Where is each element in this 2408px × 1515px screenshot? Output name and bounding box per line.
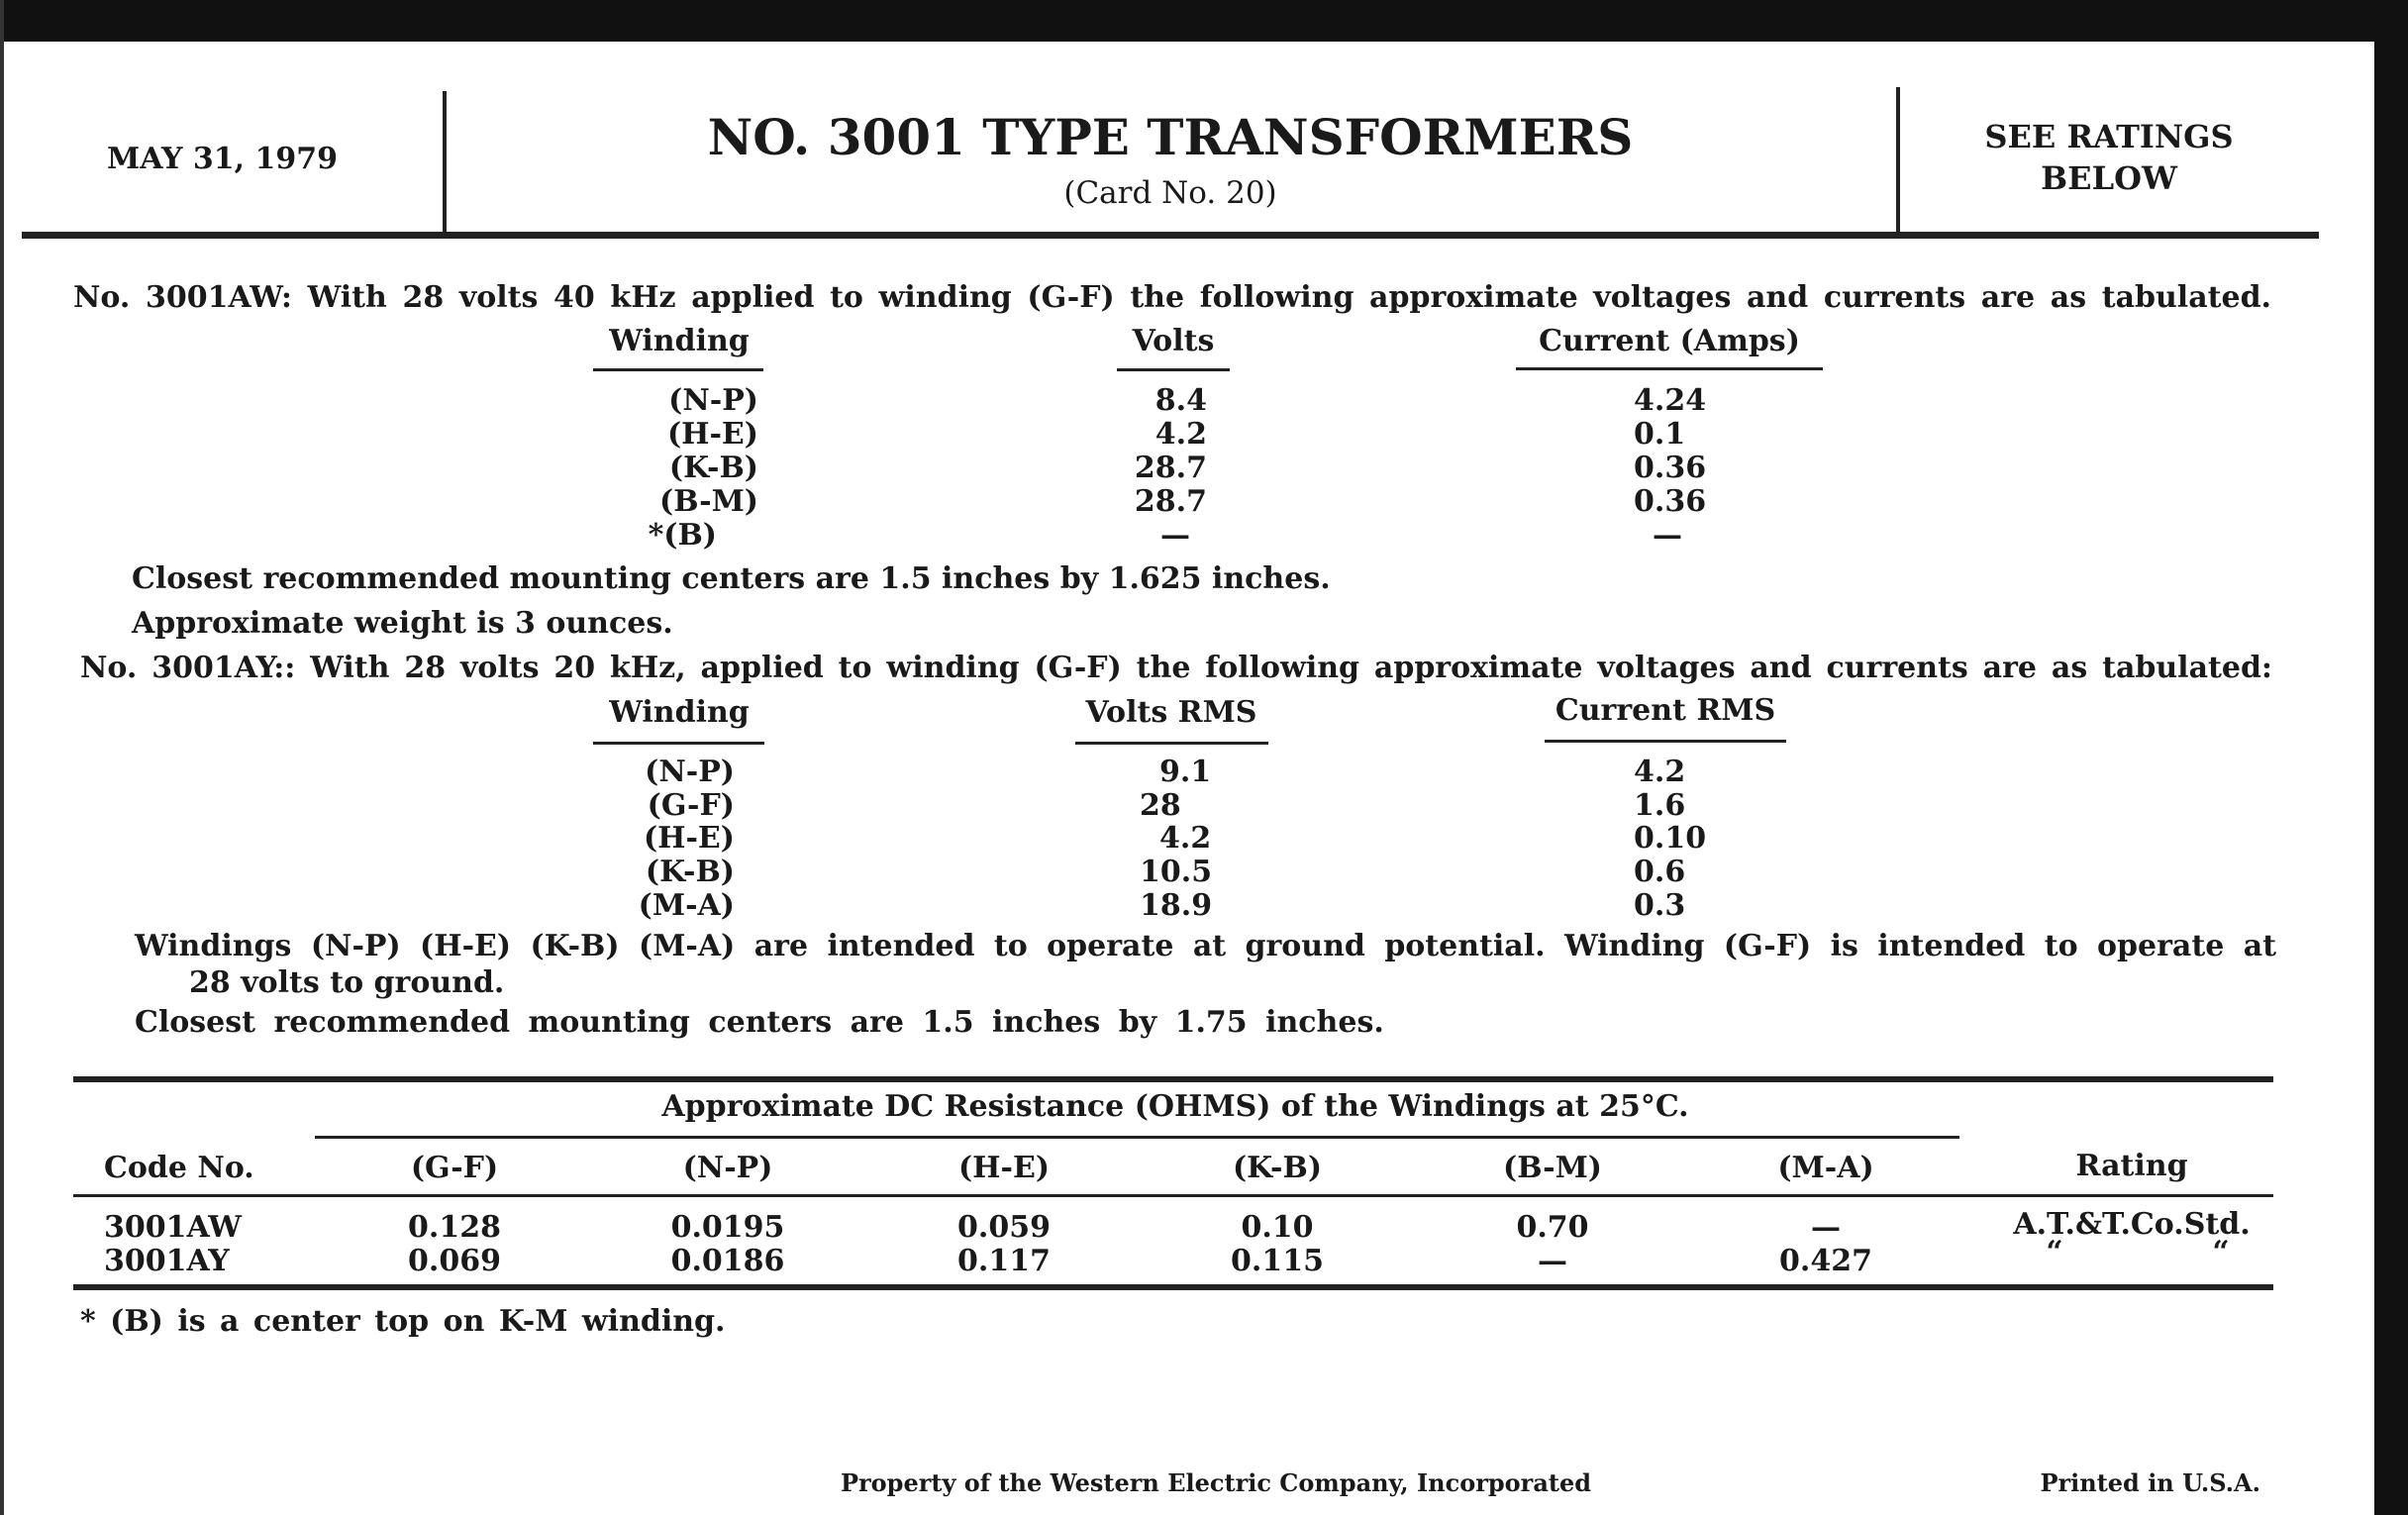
winding-cell: (N-P) [668, 383, 758, 418]
winding-cell: (B-M) [659, 484, 758, 519]
h-e-cell: 0.059 [957, 1210, 1051, 1245]
winding-cell: *(B) [648, 518, 717, 553]
resistance-title-rule [315, 1136, 1959, 1139]
volts-cell: — [1160, 518, 1190, 553]
rating-cell: A.T.&T.Co.Std. [2013, 1207, 2251, 1242]
header-divider-left [443, 91, 447, 236]
aw-header-winding: Winding [609, 324, 750, 358]
ay-ground-note-cont: 28 volts to ground. [189, 965, 505, 1000]
current-cell: 0.3 [1634, 888, 1686, 923]
left-border [0, 0, 4, 1515]
volts-cell: 28.7 [1134, 484, 1207, 519]
ratings-note-line1: SEE RATINGS [1984, 118, 2234, 155]
header-code-no: Code No. [104, 1151, 254, 1185]
winding-cell: (H-E) [666, 417, 758, 452]
top-border [0, 0, 2408, 42]
m-a-cell: 0.427 [1779, 1244, 1872, 1278]
header-rule [22, 232, 2319, 239]
footnote: * (B) is a center top on K-M winding. [80, 1304, 726, 1339]
current-cell: — [1653, 518, 1682, 553]
card-date: MAY 31, 1979 [107, 142, 338, 176]
page-title: NO. 3001 TYPE TRANSFORMERS [707, 108, 1634, 166]
header-rating: Rating [2075, 1149, 2188, 1183]
ay-header-winding: Winding [609, 695, 750, 730]
card-number: (Card No. 20) [1063, 175, 1277, 211]
header-m-a: (M-A) [1777, 1151, 1874, 1185]
ay-mounting-note: Closest recommended mounting centers are 1.5 inches by 1.75 inches. [135, 1005, 1384, 1040]
aw-underline-volts [1117, 368, 1230, 371]
ay-underline-volts [1075, 742, 1268, 745]
current-cell: 0.36 [1634, 451, 1707, 485]
volts-cell: 9.1 [1159, 755, 1212, 789]
volts-cell: 18.9 [1140, 888, 1213, 923]
volts-cell: 8.4 [1154, 383, 1207, 418]
header-b-m: (B-M) [1503, 1151, 1602, 1185]
current-cell: 0.10 [1634, 821, 1707, 856]
ratings-note-line2: BELOW [2041, 159, 2177, 197]
winding-cell: (H-E) [643, 821, 735, 856]
code-cell: 3001AY [104, 1244, 230, 1278]
ay-ground-note: Windings (N-P) (H-E) (K-B) (M-A) are intended to operate at ground potential. Winding (G-F) is intended to operate at [135, 929, 2276, 963]
resistance-top-rule [73, 1076, 2273, 1082]
ay-intro: No. 3001AY:: With 28 volts 20 kHz, applied to winding (G-F) the following approximate voltages and currents are as tabulated: [80, 651, 2272, 685]
winding-cell: (G-F) [647, 788, 735, 823]
aw-header-volts: Volts [1132, 324, 1215, 358]
aw-mounting-note: Closest recommended mounting centers are 1.5 inches by 1.625 inches. [132, 561, 1331, 596]
aw-intro: No. 3001AW: With 28 volts 40 kHz applied to winding (G-F) the following approximate voltages and currents are as tabulated. [73, 280, 2271, 315]
g-f-cell: 0.128 [408, 1210, 501, 1245]
winding-cell: (K-B) [645, 855, 735, 889]
m-a-cell: — [1811, 1210, 1841, 1245]
current-cell: 0.36 [1634, 484, 1707, 519]
current-cell: 1.6 [1634, 788, 1686, 823]
volts-cell: 28 [1140, 788, 1181, 823]
current-cell: 0.6 [1634, 855, 1686, 889]
resistance-title: Approximate DC Resistance (OHMS) of the Windings at 25°C. [661, 1089, 1689, 1124]
right-border [2374, 0, 2408, 1515]
volts-cell: 4.2 [1159, 821, 1212, 856]
footer-printed: Printed in U.S.A. [2040, 1468, 2260, 1497]
ay-underline-winding [593, 742, 764, 745]
aw-header-current: Current (Amps) [1539, 324, 1800, 358]
header-g-f: (G-F) [410, 1151, 499, 1185]
current-cell: 4.24 [1634, 383, 1707, 418]
winding-cell: (K-B) [668, 451, 758, 485]
b-m-cell: 0.70 [1516, 1210, 1589, 1245]
resistance-header-rule [73, 1194, 2273, 1197]
ay-underline-current [1545, 740, 1786, 743]
aw-underline-winding [593, 368, 763, 371]
n-p-cell: 0.0186 [670, 1244, 785, 1278]
ay-header-current: Current RMS [1555, 693, 1776, 728]
winding-cell: (M-A) [638, 888, 735, 923]
code-cell: 3001AW [104, 1210, 242, 1245]
volts-cell: 28.7 [1134, 451, 1207, 485]
header-h-e: (H-E) [957, 1151, 1051, 1185]
rating-ditto-mark: “ [2212, 1235, 2230, 1269]
winding-cell: (N-P) [645, 755, 735, 789]
ay-header-volts: Volts RMS [1085, 695, 1257, 730]
header-divider-right [1896, 87, 1900, 234]
k-b-cell: 0.10 [1241, 1210, 1314, 1245]
header-k-b: (K-B) [1232, 1151, 1323, 1185]
h-e-cell: 0.117 [957, 1244, 1051, 1278]
footer-property: Property of the Western Electric Company, Incorporated [840, 1468, 1592, 1497]
current-cell: 0.1 [1634, 417, 1686, 452]
resistance-bottom-rule [73, 1284, 2273, 1290]
g-f-cell: 0.069 [408, 1244, 501, 1278]
k-b-cell: 0.115 [1231, 1244, 1324, 1278]
aw-weight-note: Approximate weight is 3 ounces. [132, 606, 673, 641]
b-m-cell: — [1538, 1244, 1567, 1278]
rating-ditto-mark: “ [2046, 1235, 2063, 1269]
volts-cell: 4.2 [1154, 417, 1207, 452]
header-n-p: (N-P) [682, 1151, 773, 1185]
n-p-cell: 0.0195 [670, 1210, 785, 1245]
current-cell: 4.2 [1634, 755, 1686, 789]
volts-cell: 10.5 [1140, 855, 1213, 889]
aw-underline-current [1516, 367, 1823, 370]
